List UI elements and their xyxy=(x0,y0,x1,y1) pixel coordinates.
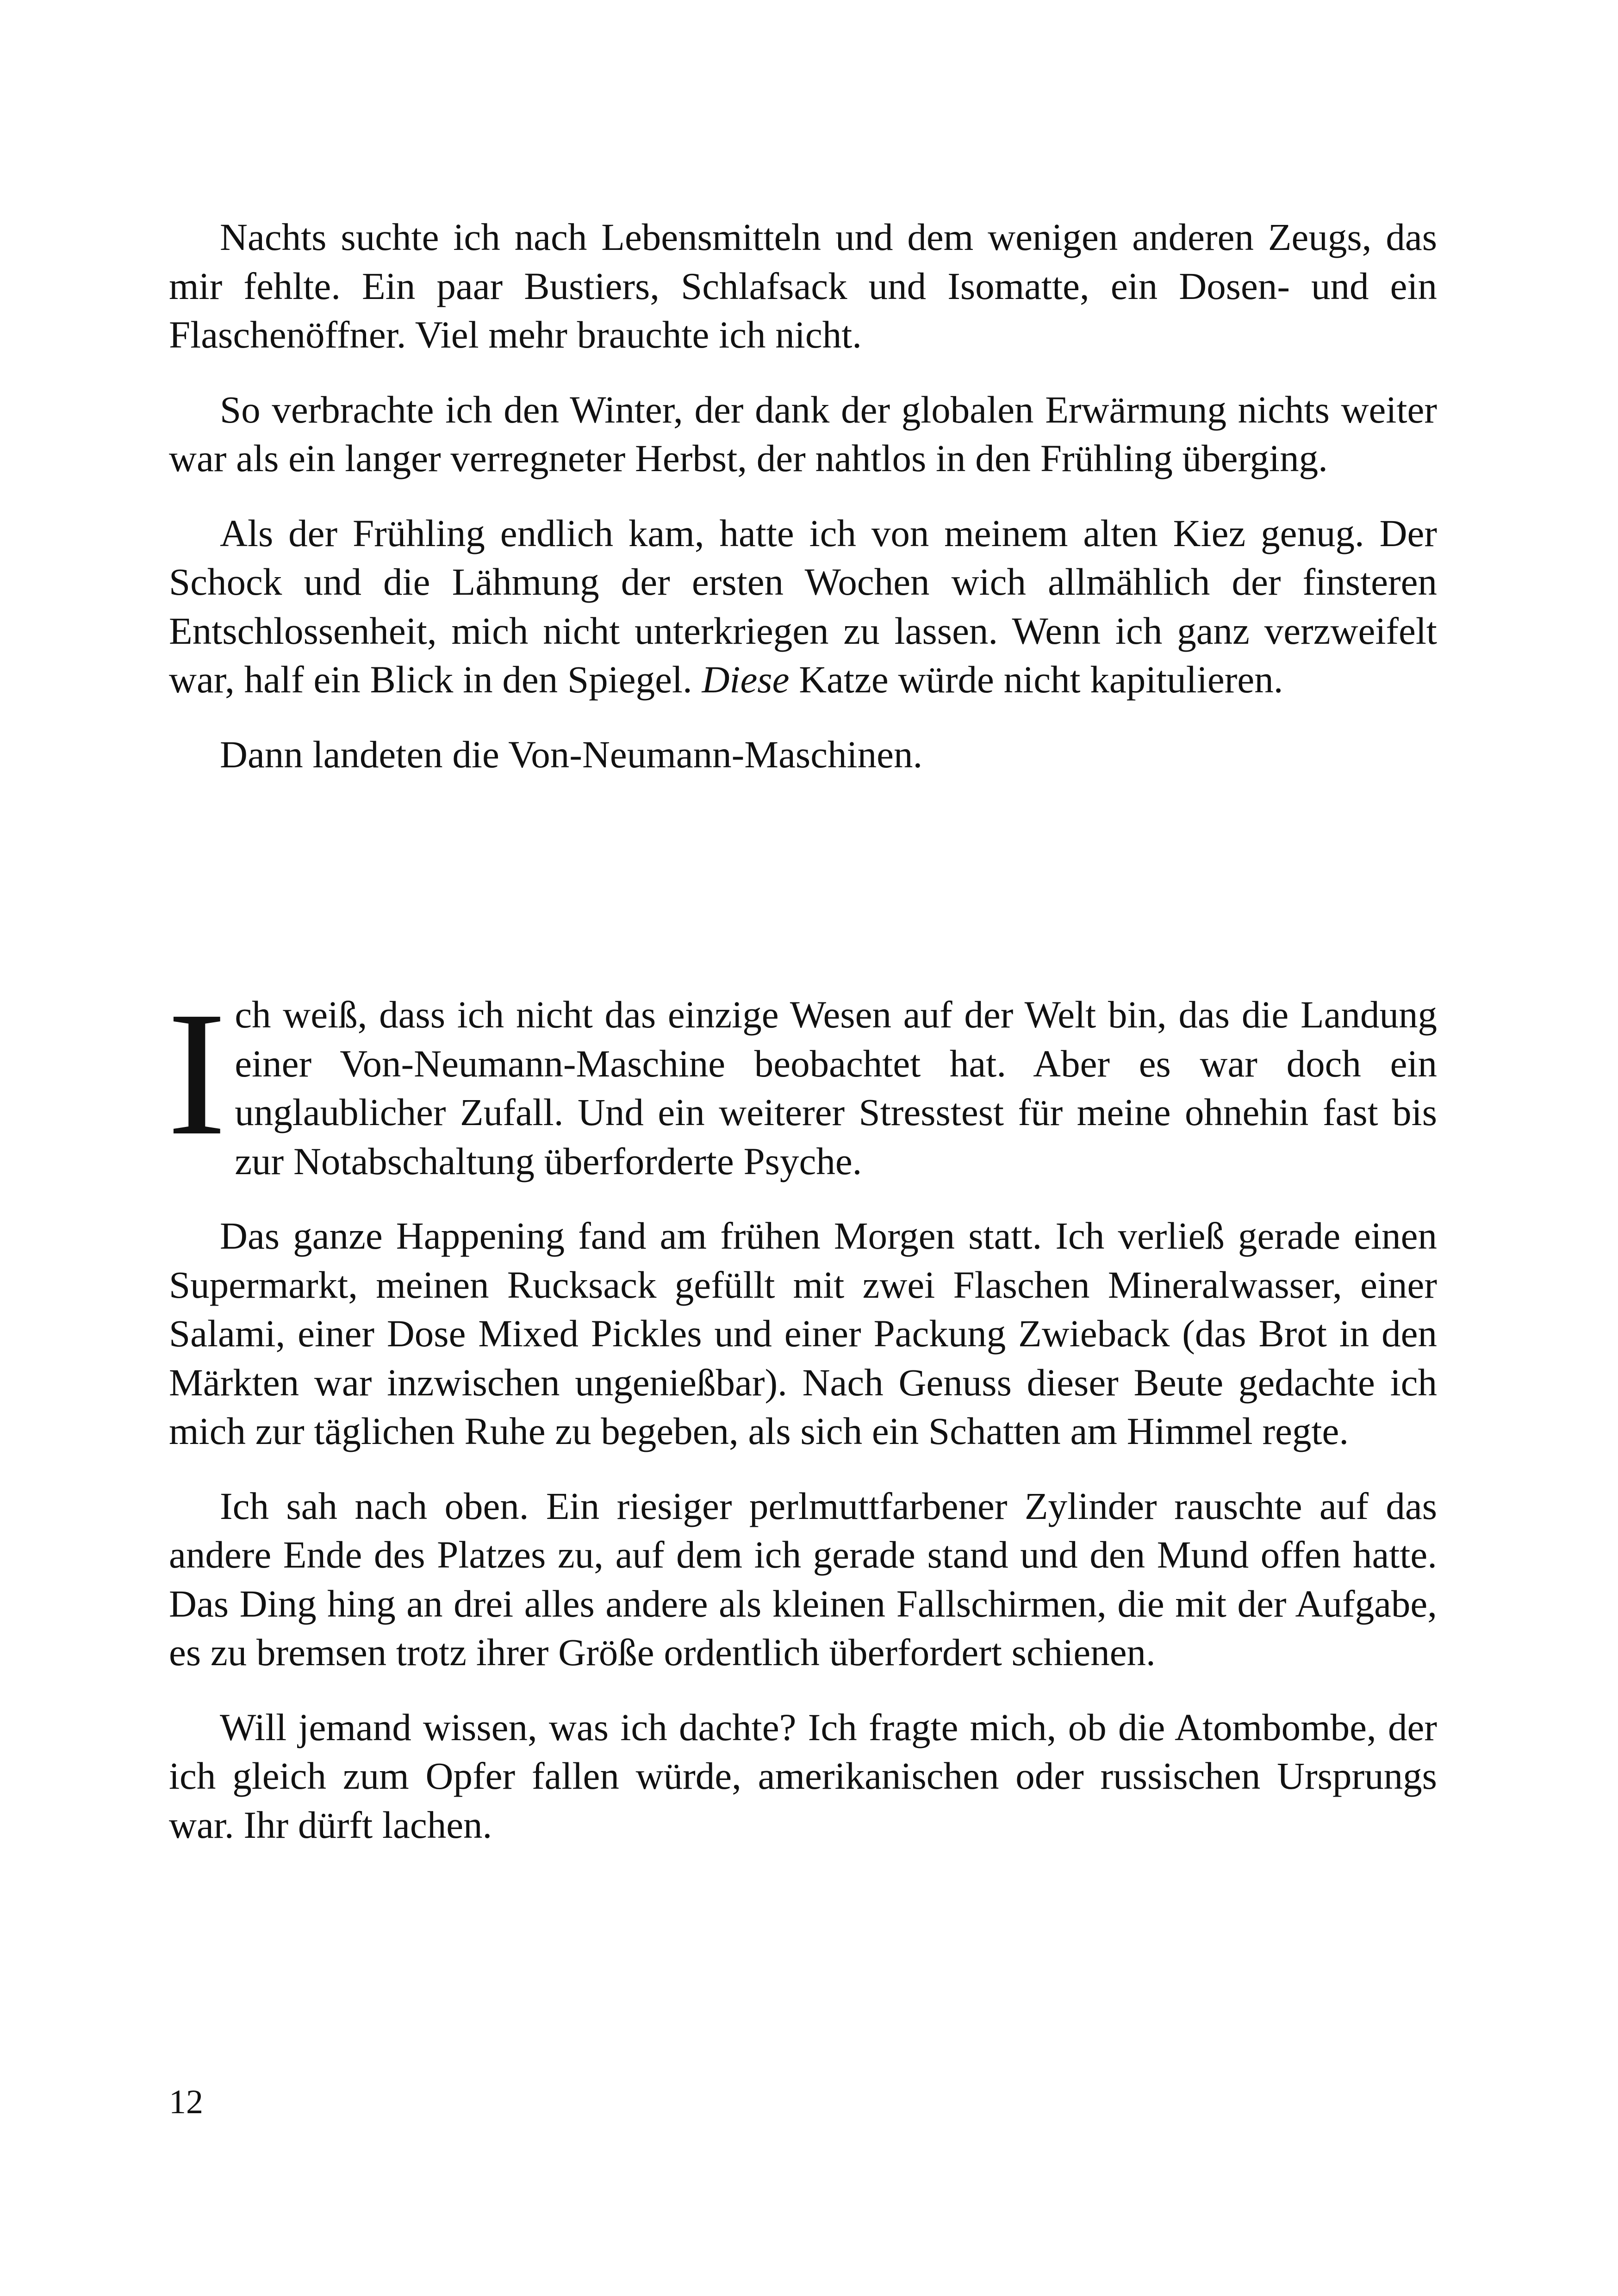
paragraph-text: Als der Frühling endlich kam, hatte ich von meinem alten Kiez genug. Der Schock und die Lähmung der ersten Wochen wich allmählich der finsteren Entschlossenheit, mich nicht unterkriegen zu lassen. Wenn ich ganz verzweifelt war, half ein Blick in den Spiegel. xyxy=(169,511,1437,701)
page-number: 12 xyxy=(169,2083,203,2121)
paragraph xyxy=(169,509,1437,704)
paragraph: Nachts suchte ich nach Lebensmitteln und dem wenigen anderen Zeugs, das mir fehlte. Ein paar Bustiers, Schlafsack und Isomatte, ein Dosen- und ein Flaschenöffner. Viel mehr brauchte ich nicht. xyxy=(169,216,1437,356)
opening-paragraph xyxy=(167,975,1437,1186)
emphasis-text: Diese xyxy=(702,658,790,701)
paragraph: So verbrachte ich den Winter, der dank der globalen Erwärmung nichts weiter war als ein langer verregneter Herbst, der nahtlos in den Frühling überging. xyxy=(169,388,1437,479)
section-2 xyxy=(167,975,1437,1849)
paragraph: Will jemand wissen, was ich dachte? Ich fragte mich, ob die Atombombe, der ich gleich zum Opfer fallen würde, amerikanischen oder russischen Ursprungs war. Ihr dürft lachen. xyxy=(169,1705,1437,1846)
paragraph: Dann landeten die Von-Neumann-Maschinen. xyxy=(220,733,923,776)
paragraph: Ich sah nach oben. Ein riesiger perlmuttfarbener Zylinder rauschte auf das andere Ende des Platzes zu, auf dem ich gerade stand und den Mund offen hatte. Das Ding hing an drei alles andere als kleinen Fallschirmen, die mit der Aufgabe, es zu bremsen trotz ihrer Größe ordentlich überfordert schienen. xyxy=(169,1484,1437,1674)
section-1 xyxy=(169,213,1437,779)
paragraph-text: ch weiß, dass ich nicht das einzige Wesen auf der Welt bin, das die Landung einer Von-Neumann-Maschine beobachtet hat. Aber es war doch ein unglaublicher Zufall. Und ein weiterer Stresstest für meine ohnehin fast bis zur Notabschaltung überforderte Psyche. xyxy=(235,993,1437,1182)
paragraph-text: Katze würde nicht kapitulieren. xyxy=(789,658,1283,701)
paragraph: Das ganze Happening fand am frühen Morgen statt. Ich verließ gerade einen Supermarkt, meinen Rucksack gefüllt mit zwei Flaschen Mineralwasser, einer Salami, einer Dose Mixed Pickles und einer Packung Zwieback (das Brot in den Märkten war inzwischen ungenießbar). Nach Genuss dieser Beute gedachte ich mich zur täglichen Ruhe zu begeben, als sich ein Schatten am Himmel regte. xyxy=(169,1214,1437,1452)
drop-cap: I xyxy=(167,975,227,1172)
